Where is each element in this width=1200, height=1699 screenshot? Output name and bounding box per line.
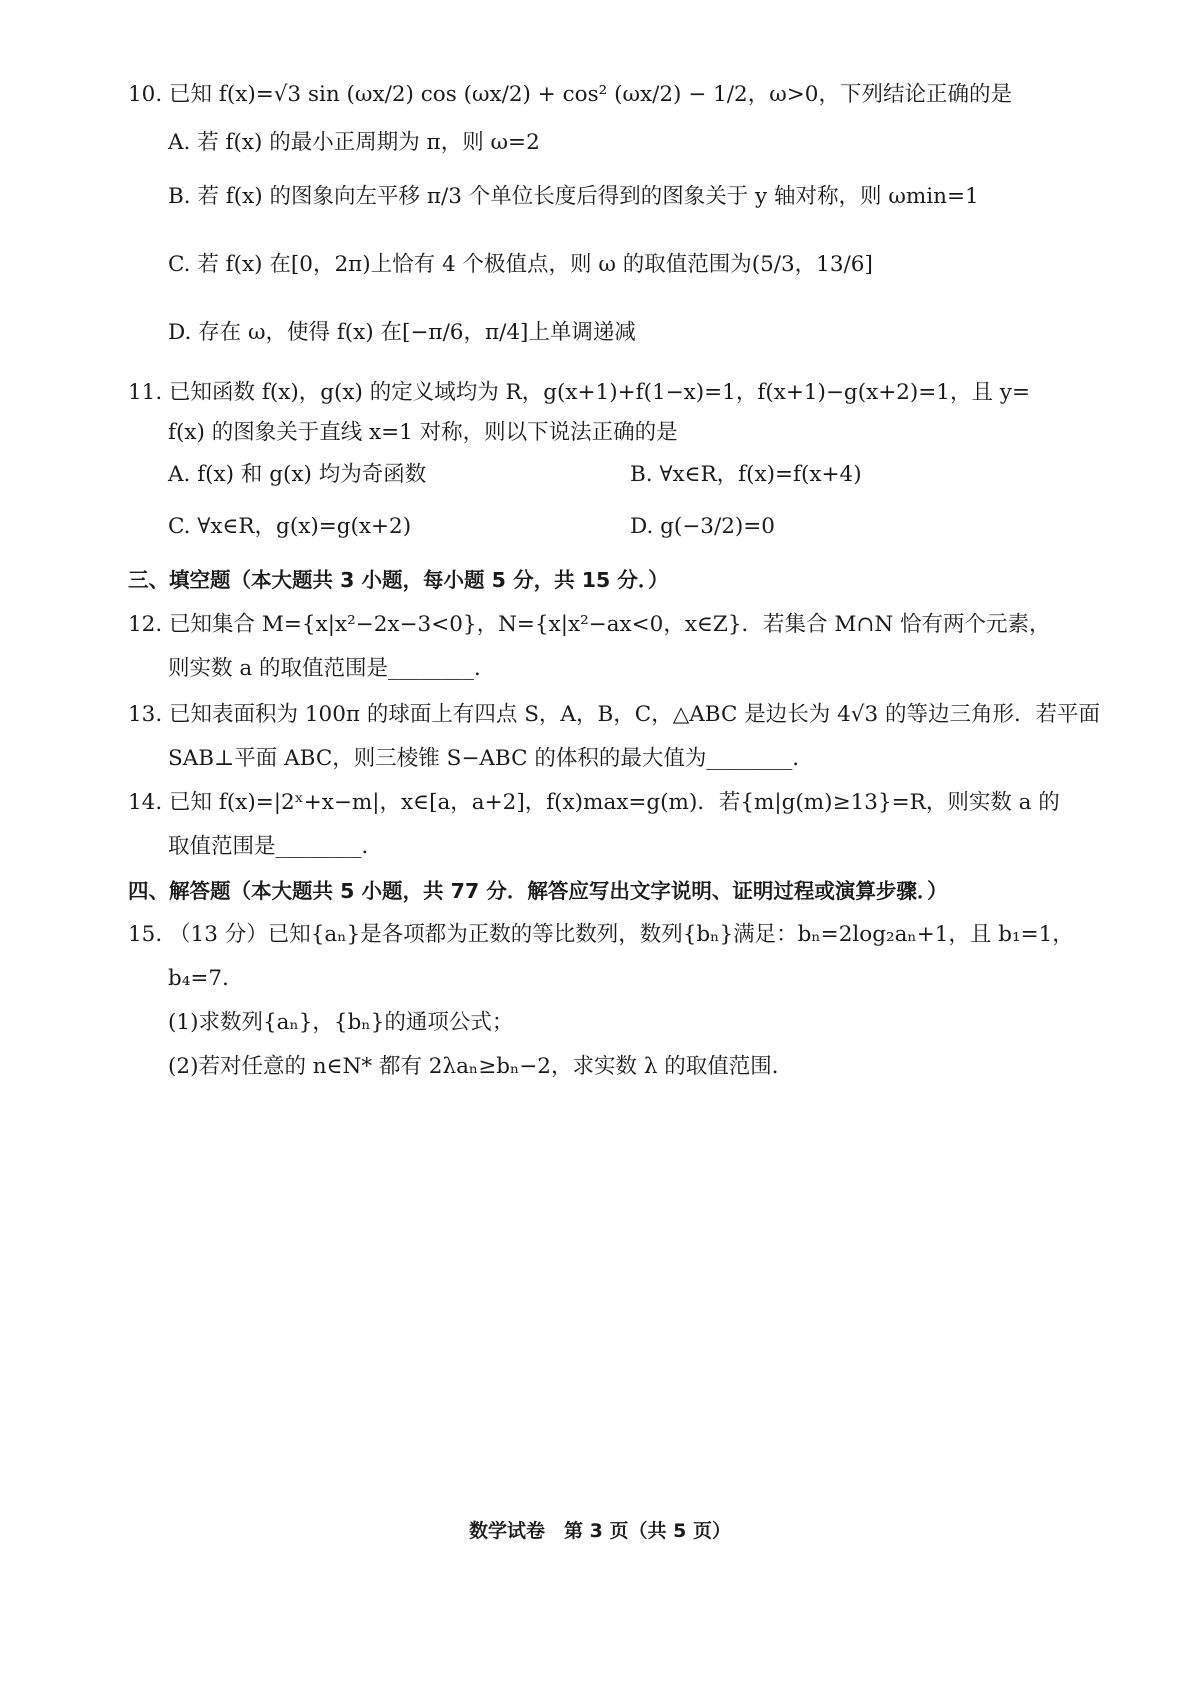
text-line-q14-1: 14. 已知 f(x)=|2ˣ+x−m|，x∈[a，a+2]，f(x)max=g(m)．若{m|g(m)≥13}=R，则实数 a 的 [128, 790, 1060, 815]
text-line-q10-b: B. 若 f(x) 的图象向左平移 π/3 个单位长度后得到的图象关于 y 轴对称，则 ωmin=1 [168, 184, 979, 209]
text-line-q13-2: SAB⊥平面 ABC，则三棱锥 S−ABC 的体积的最大值为________． [168, 746, 814, 771]
text-line-q15-2: b₄=7． [168, 966, 244, 991]
text-line-q11-d: D. g(−3/2)=0 [630, 514, 775, 539]
text-line-q15-1: 15. （13 分）已知{aₙ}是各项都为正数的等比数列，数列{bₙ}满足：bₙ=2log₂aₙ+1，且 b₁=1， [128, 922, 1074, 947]
text-line-q11-stem2: f(x) 的图象关于直线 x=1 对称，则以下说法正确的是 [168, 420, 678, 445]
text-line-q10-stem: 10. 已知 f(x)=√3 sin (ωx/2) cos (ωx/2) + cos² (ωx/2) − 1/2，ω>0，下列结论正确的是 [128, 82, 1012, 107]
text-line-q11-b: B. ∀x∈R，f(x)=f(x+4) [630, 462, 862, 487]
text-line-q13-1: 13. 已知表面积为 100π 的球面上有四点 S，A，B，C，△ABC 是边长为 4√3 的等边三角形．若平面 [128, 702, 1100, 727]
text-line-q11-stem: 11. 已知函数 f(x)，g(x) 的定义域均为 R，g(x+1)+f(1−x)=1，f(x+1)−g(x+2)=1，且 y= [128, 380, 1030, 405]
text-line-sec4: 四、解答题（本大题共 5 小题，共 77 分．解答应写出文字说明、证明过程或演算步骤．） [128, 879, 948, 903]
text-line-sec3: 三、填空题（本大题共 3 小题，每小题 5 分，共 15 分．） [128, 568, 669, 592]
text-line-q12-2: 则实数 a 的取值范围是________． [168, 656, 496, 681]
text-line-q10-d: D. 存在 ω，使得 f(x) 在[−π/6，π/4]上单调递减 [168, 320, 636, 345]
text-line-q15-4: (2)若对任意的 n∈N* 都有 2λaₙ≥bₙ−2，求实数 λ 的取值范围． [168, 1054, 794, 1079]
text-line-q14-2: 取值范围是________． [168, 834, 384, 859]
text-line-q12-1: 12. 已知集合 M={x|x²−2x−3<0}，N={x|x²−ax<0，x∈Z}．若集合 M∩N 恰有两个元素， [128, 612, 1051, 637]
text-line-q15-3: (1)求数列{aₙ}，{bₙ}的通项公式； [168, 1010, 514, 1035]
text-line-q11-a: A. f(x) 和 g(x) 均为奇函数 [168, 462, 427, 487]
page-footer: 数学试卷 第 3 页（共 5 页） [469, 1520, 731, 1542]
text-line-q10-a: A. 若 f(x) 的最小正周期为 π，则 ω=2 [168, 130, 540, 155]
text-line-q10-c: C. 若 f(x) 在[0，2π)上恰有 4 个极值点，则 ω 的取值范围为(5/3，13/6] [168, 252, 873, 277]
text-line-q11-c: C. ∀x∈R，g(x)=g(x+2) [168, 514, 412, 539]
